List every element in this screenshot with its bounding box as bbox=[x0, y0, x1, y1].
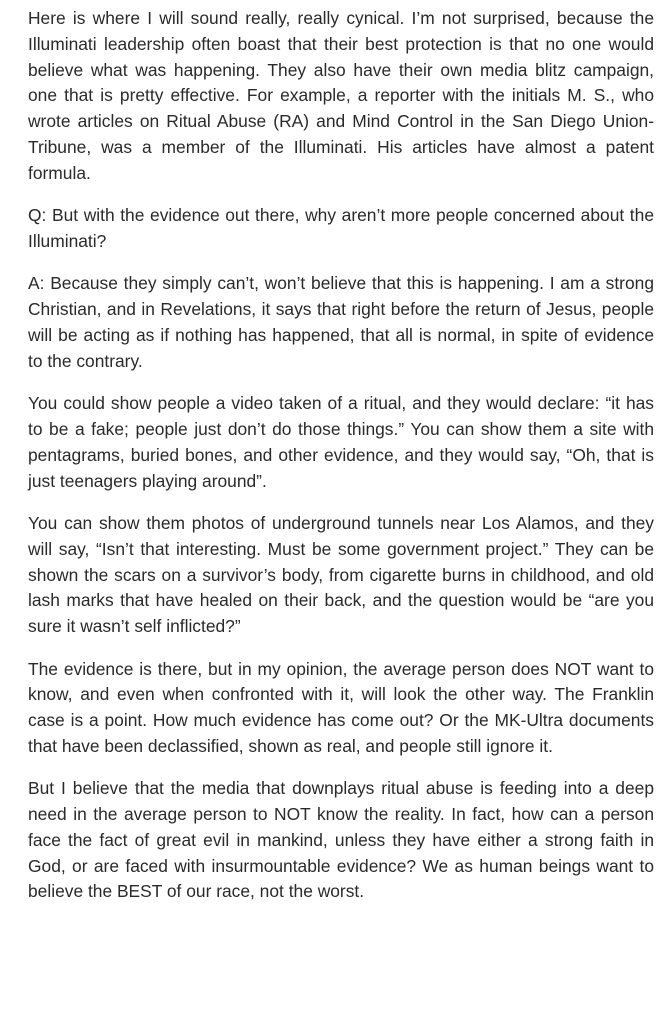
paragraph-media-conclusion: But I believe that the media that downplays ritual abuse is feeding into a deep need in the average person to NOT know the reality. In fact, how can a person face the fact of great evil in mankind, unless they have either a strong faith in God, or are faced with insurmountable evidence? We as human beings want to believe the BEST of our race, not the worst. bbox=[28, 778, 654, 902]
paragraph-question: Q: But with the evidence out there, why aren’t more people concerned about the Illuminati? bbox=[28, 205, 654, 251]
paragraph-video-example: You could show people a video taken of a ritual, and they would declare: “it has to be a fake; people just don’t do those things.” You can show them a site with pentagrams, buried bones, and other evidence, and they would say, “Oh, that is just teenagers playing around”. bbox=[28, 393, 654, 491]
paragraph-answer: A: Because they simply can’t, won’t believe that this is happening. I am a strong Christian, and in Revelations, it says that right before the return of Jesus, people will be acting as if nothing has happened, that all is normal, in spite of evidence to the contrary. bbox=[28, 273, 654, 371]
paragraph-cynical-intro: Here is where I will sound really, really cynical. I’m not surprised, because the Illuminati leadership often boast that their best protection is that no one would believe what was happening. They also have their own media blitz campaign, one that is pretty effective. For example, a reporter with the initials M. S., who wrote articles on Ritual Abuse (RA) and Mind Control in the San Diego Union-Tribune, was a member of the Illuminati. His articles have almost a patent formula. bbox=[28, 8, 654, 183]
document-body bbox=[28, 6, 654, 905]
paragraph-evidence-opinion: The evidence is there, but in my opinion, the average person does NOT want to know, and even when confronted with it, will look the other way. The Franklin case is a point. How much evidence has come out? Or the MK-Ultra documents that have been declassified, shown as real, and people still ignore it. bbox=[28, 658, 654, 756]
paragraph-tunnels-example: You can show them photos of underground tunnels near Los Alamos, and they will say, “Isn’t that interesting. Must be some government project.” They can be shown the scars on a survivor’s body, from cigarette burns in childhood, and old lash marks that have healed on their back, and the question would be “are you sure it wasn’t self inflicted?” bbox=[28, 512, 654, 637]
